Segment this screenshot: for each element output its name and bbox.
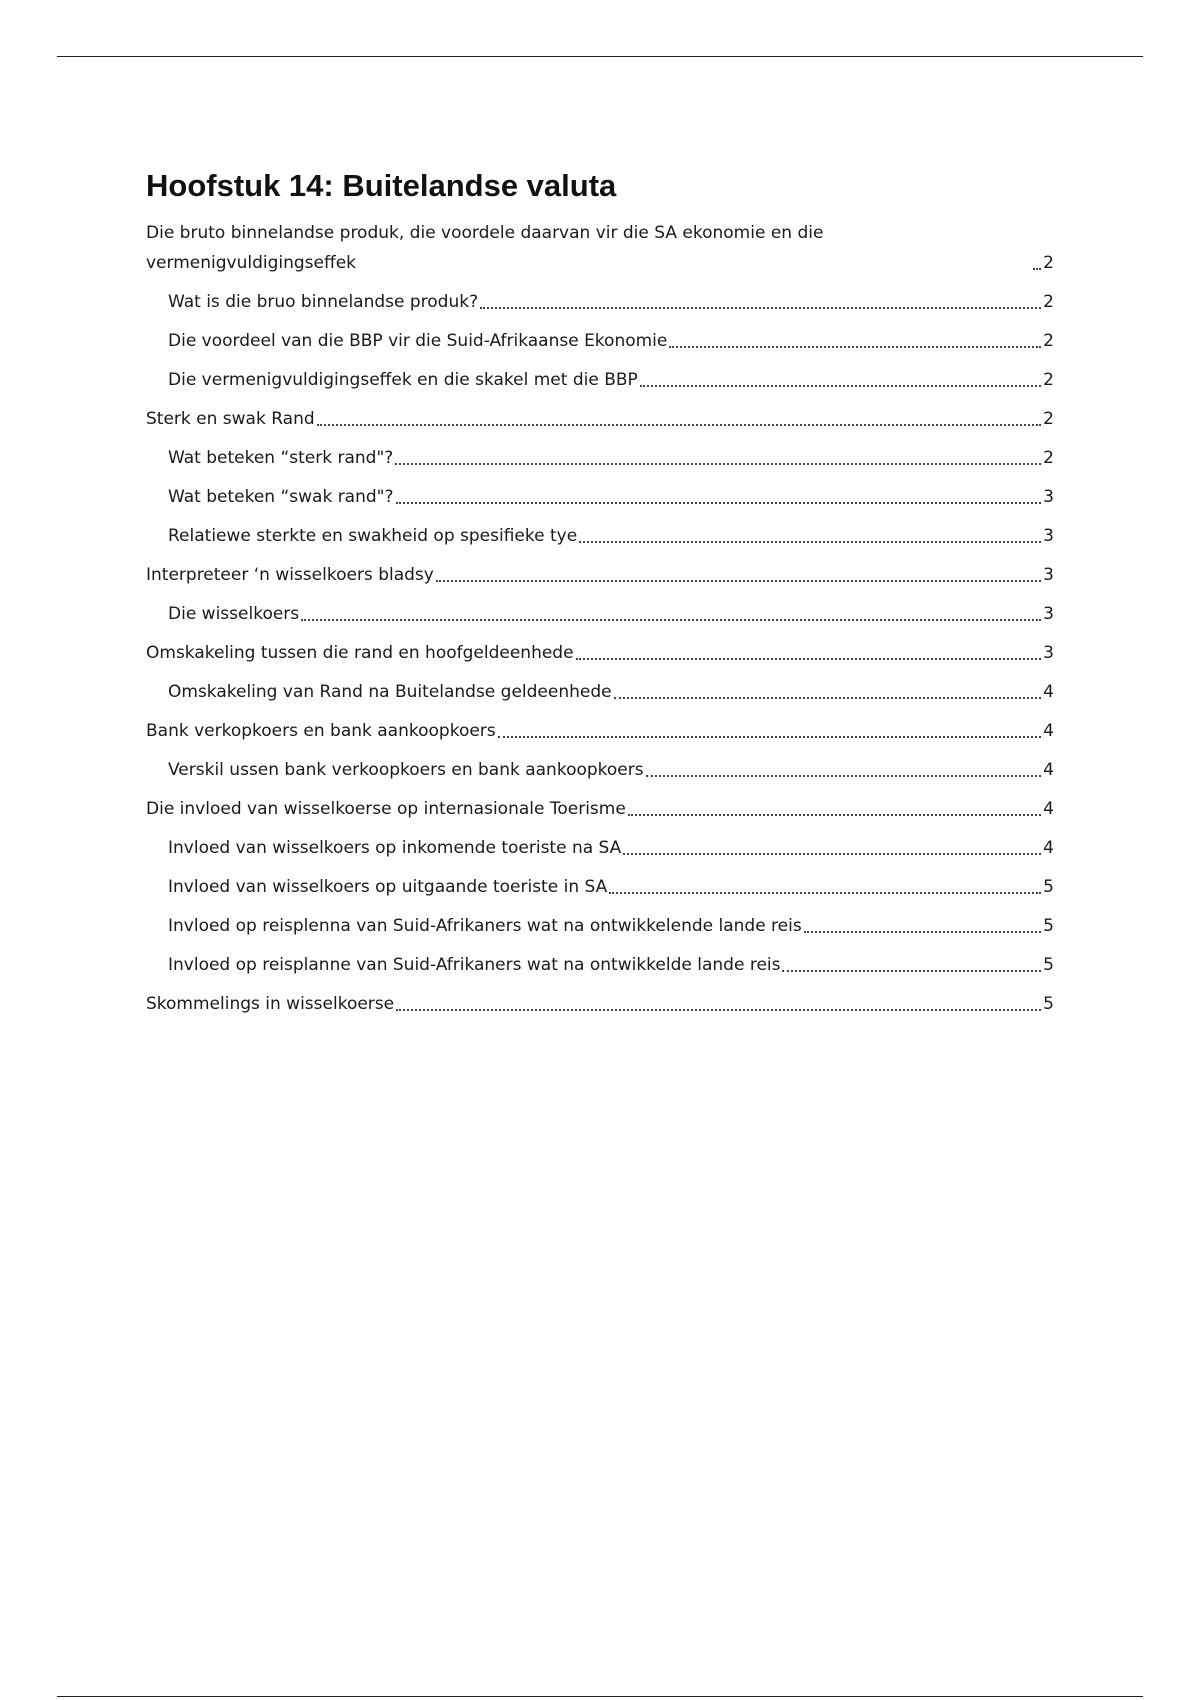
toc-entry-title[interactable]: Die invloed van wisselkoerse op internasionale Toerisme — [146, 799, 626, 819]
toc-entry[interactable] — [146, 287, 1054, 317]
toc-entry-title[interactable]: Skommelings in wisselkoerse — [146, 994, 395, 1014]
toc-entry-title[interactable]: Omskakeling tussen die rand en hoofgeldeenhede — [146, 643, 574, 663]
toc-entry[interactable] — [146, 989, 1054, 1019]
toc-page-number: 4 — [1043, 838, 1054, 858]
toc-entry[interactable] — [146, 911, 1054, 941]
toc-page-number: 2 — [1043, 331, 1054, 351]
toc-entry-title[interactable]: Die voordeel van die BBP vir die Suid-Afrikaanse Ekonomie — [168, 331, 668, 351]
toc-page-number: 5 — [1043, 955, 1054, 975]
toc-entry-title[interactable]: Die vermenigvuldigingseffek en die skakel met die BBP — [168, 370, 638, 390]
toc-entry[interactable] — [146, 218, 1054, 278]
toc-entry[interactable] — [146, 326, 1054, 356]
toc-entry-title[interactable]: Verskil ussen bank verkoopkoers en bank aankoopkoers — [168, 760, 644, 780]
toc-page-number: 4 — [1043, 799, 1054, 819]
dot-leader — [317, 423, 1042, 426]
chapter-heading: Hoofstuk 14: Buitelandse valuta — [146, 168, 617, 203]
toc-entry-title[interactable]: Wat is die bruo binnelandse produk? — [168, 292, 479, 312]
toc-page-number: 3 — [1043, 604, 1054, 624]
toc-entry-title[interactable]: Wat beteken “sterk rand"? — [168, 448, 394, 468]
toc-entry-title[interactable]: Bank verkopkoers en bank aankoopkoers — [146, 721, 496, 741]
toc-entry-title[interactable]: Die bruto binnelandse produk, die voordele daarvan vir die SA ekonomie en die vermenigvuldigingseffek — [146, 223, 824, 273]
document-body — [146, 168, 1054, 1028]
toc-page-number: 4 — [1043, 721, 1054, 741]
toc-page-number: 2 — [1043, 448, 1054, 468]
dot-leader — [782, 969, 1041, 972]
dot-leader — [609, 891, 1041, 894]
dot-leader — [646, 774, 1042, 777]
toc-entry-title[interactable]: Relatiewe sterkte en swakheid op spesifieke tye — [168, 526, 578, 546]
dot-leader — [614, 696, 1042, 699]
dot-leader — [396, 501, 1042, 504]
toc-entry[interactable] — [146, 638, 1054, 668]
toc-page-number: 5 — [1043, 916, 1054, 936]
toc-entry[interactable] — [146, 365, 1054, 395]
toc-entry[interactable] — [146, 872, 1054, 902]
toc-entry[interactable] — [146, 599, 1054, 629]
toc-entry[interactable] — [146, 404, 1054, 434]
dot-leader — [628, 813, 1041, 816]
toc-entry[interactable] — [146, 755, 1054, 785]
toc-page-number: 3 — [1043, 565, 1054, 585]
dot-leader — [623, 852, 1041, 855]
toc-page-number: 5 — [1043, 877, 1054, 897]
toc-entry-title[interactable]: Omskakeling van Rand na Buitelandse geldeenhede — [168, 682, 612, 702]
toc-page-number: 3 — [1043, 487, 1054, 507]
toc-entry-title[interactable]: Invloed van wisselkoers op inkomende toeriste na SA — [168, 838, 622, 858]
toc-entry[interactable] — [146, 560, 1054, 590]
toc-entry[interactable] — [146, 521, 1054, 551]
toc-entry-title[interactable]: Wat beteken “swak rand"? — [168, 487, 394, 507]
toc-page-number: 2 — [1043, 292, 1054, 312]
dot-leader — [640, 384, 1041, 387]
toc-entry-title[interactable]: Invloed van wisselkoers op uitgaande toeriste in SA — [168, 877, 608, 897]
toc-entry[interactable] — [146, 716, 1054, 746]
dot-leader — [669, 345, 1041, 348]
toc-entry[interactable] — [146, 833, 1054, 863]
toc-page-number: 2 — [1043, 253, 1054, 273]
toc-entry[interactable] — [146, 482, 1054, 512]
dot-leader — [395, 462, 1041, 465]
dot-leader — [1033, 267, 1041, 270]
dot-leader — [301, 618, 1041, 621]
toc-entry-title[interactable]: Sterk en swak Rand — [146, 409, 315, 429]
dot-leader — [579, 540, 1041, 543]
toc-entry-title[interactable]: Interpreteer ‘n wisselkoers bladsy — [146, 565, 434, 585]
toc-page-number: 2 — [1043, 409, 1054, 429]
toc-page-number: 3 — [1043, 526, 1054, 546]
toc-page-number: 5 — [1043, 994, 1054, 1014]
toc-page-number: 4 — [1043, 760, 1054, 780]
toc-entry[interactable] — [146, 950, 1054, 980]
toc-page-number: 2 — [1043, 370, 1054, 390]
dot-leader — [436, 579, 1041, 582]
dot-leader — [804, 930, 1041, 933]
dot-leader — [480, 306, 1041, 309]
footer-rule — [57, 1696, 1143, 1697]
toc-entry[interactable] — [146, 677, 1054, 707]
dot-leader — [396, 1008, 1041, 1011]
toc-entry-title[interactable]: Die wisselkoers — [168, 604, 300, 624]
toc-page-number: 4 — [1043, 682, 1054, 702]
toc-entry[interactable] — [146, 443, 1054, 473]
dot-leader — [576, 657, 1042, 660]
toc-page-number: 3 — [1043, 643, 1054, 663]
toc-entry[interactable] — [146, 794, 1054, 824]
header-rule — [57, 56, 1143, 57]
dot-leader — [498, 735, 1042, 738]
toc-entry-title[interactable]: Invloed op reisplanne van Suid-Afrikaners wat na ontwikkelde lande reis — [168, 955, 781, 975]
table-of-contents — [146, 218, 1054, 1019]
toc-entry-title[interactable]: Invloed op reisplenna van Suid-Afrikaners wat na ontwikkelende lande reis — [168, 916, 802, 936]
